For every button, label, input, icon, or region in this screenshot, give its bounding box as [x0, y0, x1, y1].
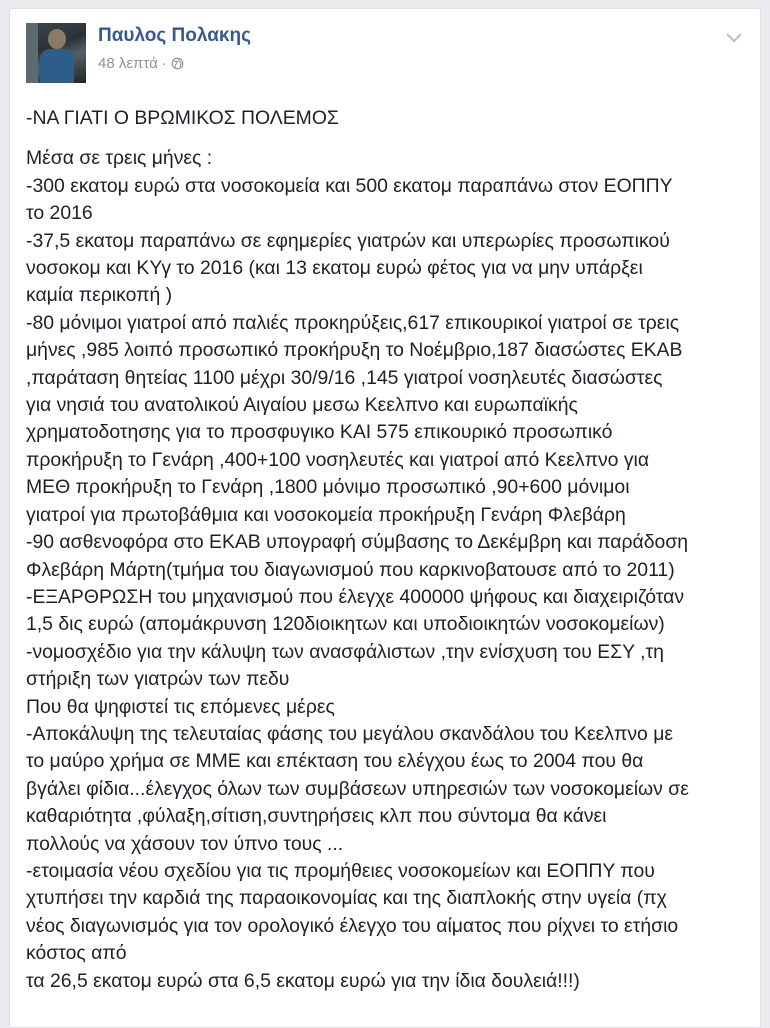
post-text-line: κόστος από: [26, 942, 127, 965]
post-text-line: νέος διαγωνισμός για τον ορολογικό έλεγχο του αίματος που ρίχνει το ετήσιο: [26, 914, 679, 937]
post-text-line: νοσοκομ και ΚΥγ το 2016 (και 13 εκατομ ευρώ φέτος για να μην υπάρξει: [26, 257, 643, 280]
post-text-line: χτυπήσει την καρδιά της παραοικονομίας και της διαπλοκής στην υγεία (πχ: [26, 887, 667, 910]
post-text-line: 1,5 δις ευρώ (απομάκρυνση 120διοικητων και υποδιοικητών νοσοκομείων): [26, 613, 665, 636]
post-text-line: βγάλει φίδια...έλεγχος όλων των συμβάσεων υπηρεσιών των νοσοκομείων σε: [26, 777, 689, 800]
globe-icon: [171, 57, 184, 70]
post-text-line: Που θα ψηφιστεί τις επόμενες μέρες: [26, 695, 335, 718]
post-text-line: προκήρυξη το Γενάρη ,400+100 νοσηλευτές και γιατροί από Κεελπνο για: [26, 448, 650, 471]
post-text-line: μήνες ,985 λοιπό προσωπικό προκήρυξη το Νοέμβριο,187 διασώστες ΕΚΑΒ: [26, 339, 683, 362]
post-text-line: -ΕΞΑΡΘΡΩΣΗ του μηχανισμού που έλεγχε 400000 ψήφους και διαχειριζόταν: [26, 585, 685, 608]
post-text-line: γιατροί για πρωτοβάθμια και νοσοκομεία προκήρυξη Γενάρη Φλεβάρη: [26, 503, 626, 526]
post-text-line: -300 εκατομ ευρώ στα νοσοκομεία και 500 εκατομ παραπάνω στον ΕΟΠΠΥ: [26, 174, 673, 197]
post-text-line: ΜΕΘ προκήρυξη το Γενάρη ,1800 μόνιμο προσωπικό ,90+600 μόνιμοι: [26, 476, 630, 499]
post-text-line: το 2016: [26, 202, 93, 225]
post-text-line: -νομοσχέδιο για την κάλυψη των ανασφάλιστων ,την ενίσχυση του ΕΣΥ ,τη: [26, 640, 664, 663]
post-title-line: -ΝΑ ΓΙΑΤΙ Ο ΒΡΩΜΙΚΟΣ ΠΟΛΕΜΟΣ: [26, 107, 339, 129]
post-text-line: στήριξη των γιατρών των πεδυ: [26, 668, 290, 691]
post-text: [26, 105, 766, 995]
post-text-line: -80 μόνιμοι γιατροί από παλιές προκηρύξεις,617 επικουρικοί γιατροί σε τρεις: [26, 311, 680, 334]
post-card: [9, 8, 761, 1028]
post-text-line: πολλούς να χάσουν τον ύπνο τους ...: [26, 832, 344, 855]
post-text-line: καμία περικοπή ): [26, 284, 173, 307]
chevron-down-icon[interactable]: [724, 31, 744, 45]
post-text-line: -Αποκάλυψη της τελευταίας φάσης του μεγάλου σκανδάλου του Κεελπνο με: [26, 722, 674, 745]
post-text-line: καθαριότητα ,φύλαξη,σίτιση,συντηρήσεις κλπ που σύντομα θα κάνει: [26, 805, 607, 828]
post-text-line: τα 26,5 εκατομ ευρώ στα 6,5 εκατομ ευρώ για την ίδια δουλειά!!!): [26, 969, 580, 992]
post-text-line: το μαύρο χρήμα σε ΜΜΕ και επέκταση του ελέγχου έως το 2004 που θα: [26, 750, 644, 773]
post-meta: 48 λεπτά ·: [98, 55, 184, 72]
post-text-line: ,παράταση θητείας 1100 μέχρι 30/9/16 ,145 γιατροί νοσηλευτές διασώστες: [26, 366, 663, 389]
post-text-line: -90 ασθενοφόρα στο ΕΚΑΒ υπογραφή σύμβασης το Δεκέμβρη και παράδοση: [26, 531, 689, 554]
post-text-line: για νησιά του ανατολικού Αιγαίου μεσω Κεελπνο και ευρωπαϊκής: [26, 394, 578, 417]
post-header: [26, 23, 744, 93]
post-text-line: χρηματοδοτησης για το προσφυγικο ΚΑΙ 575 επικουρικό προσωπικό: [26, 421, 613, 444]
post-timestamp[interactable]: 48 λεπτά: [98, 55, 158, 72]
post-text-line: Φλεβάρη Μάρτη(τμήμα του διαγωνισμού που καρκινοβατουσε από το 2011): [26, 558, 675, 581]
post-lines: [26, 145, 766, 995]
author-name[interactable]: Παυλος Πολακης: [98, 25, 251, 46]
post-text-line: -ετοιμασία νέου σχεδίου για τις προμήθειες νοσοκομείων και ΕΟΠΠΥ που: [26, 859, 655, 882]
avatar[interactable]: [26, 23, 86, 83]
post-text-line: Μέσα σε τρεις μήνες :: [26, 147, 213, 170]
post-text-line: -37,5 εκατομ παραπάνω σε εφημερίες γιατρών και υπερωρίες προσωπικού: [26, 229, 670, 252]
